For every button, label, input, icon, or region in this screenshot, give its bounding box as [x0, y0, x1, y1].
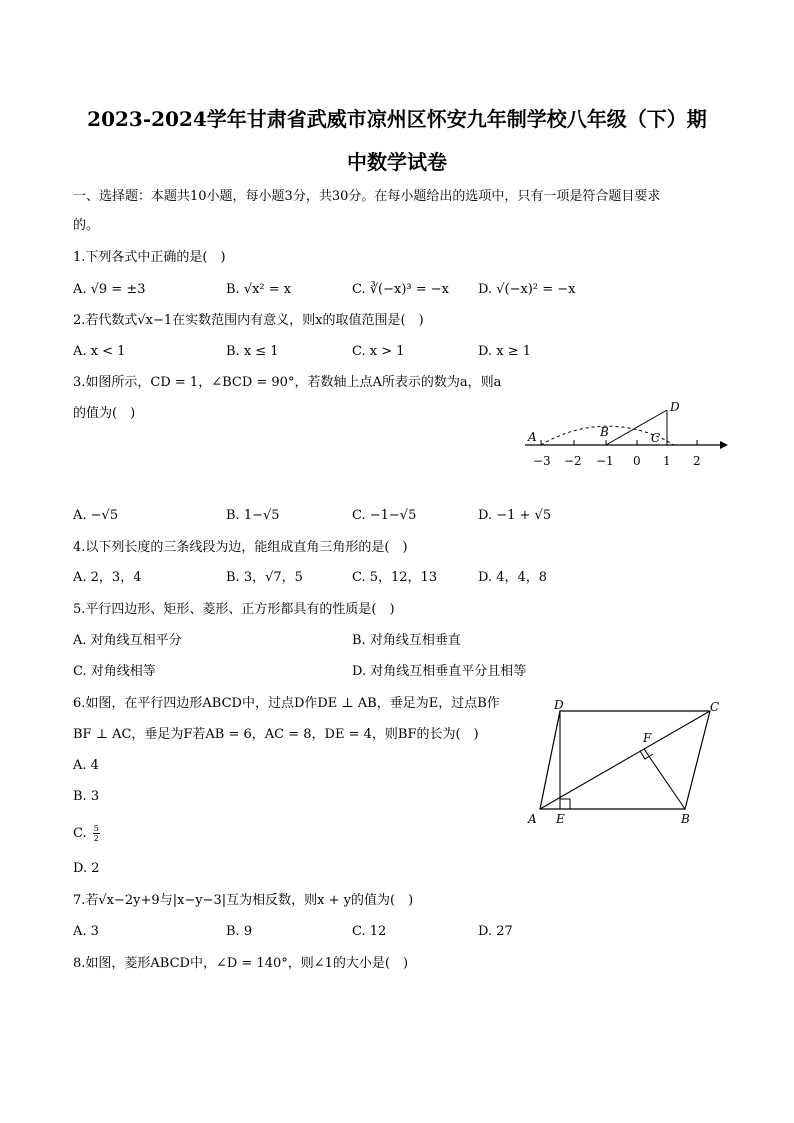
point-label-c: C — [651, 431, 661, 445]
point-label-f: F — [643, 731, 652, 745]
question-2-option-d: D. x ≥ 1 — [478, 344, 531, 359]
question-7-option-c: C. 12 — [352, 924, 387, 939]
question-4-option-a: A. 2，3，4 — [73, 570, 142, 585]
diagonal-ac — [540, 711, 710, 809]
point-label-a: A — [528, 430, 537, 444]
question-6-option-d: D. 2 — [73, 861, 100, 876]
tick-label: 0 — [633, 454, 641, 468]
question-1-option-b: B. √x² = x — [226, 282, 292, 297]
question-5-option-b: B. 对角线互相垂直 — [352, 633, 461, 648]
question-4-option-d: D. 4，4，8 — [478, 570, 548, 585]
fraction — [93, 824, 100, 843]
question-6-option-a: A. 4 — [73, 758, 99, 773]
question-3-option-b: B. 1−√5 — [226, 508, 280, 523]
fraction-numerator: 5 — [93, 824, 99, 833]
question-4-option-c: C. 5，12，13 — [352, 570, 438, 585]
question-3-option-c: C. −1−√5 — [352, 508, 417, 523]
point-label-e: E — [556, 812, 565, 826]
question-5-stem: 5.平行四边形、矩形、菱形、正方形都具有的性质是( ) — [73, 602, 395, 617]
question-3-number-line-figure — [520, 370, 730, 470]
question-6-stem: 6.如图，在平行四边形ABCD中，过点D作DE ⊥ AB，垂足为E，过点B作 — [73, 696, 500, 711]
point-label-c: C — [710, 700, 720, 714]
question-5-option-a: A. 对角线互相平分 — [73, 633, 182, 648]
point-label-a: A — [528, 812, 537, 826]
question-1-stem: 1.下列各式中正确的是( ) — [73, 250, 226, 265]
point-label-b: B — [681, 812, 690, 826]
question-4-stem: 4.以下列长度的三条线段为边，能组成直角三角形的是( ) — [73, 540, 408, 555]
point-label-b: B — [600, 425, 609, 439]
question-2-stem: 2.若代数式√x−1在实数范围内有意义，则x的取值范围是( ) — [73, 313, 424, 328]
question-6-option-c — [73, 824, 100, 843]
tick-label: 1 — [663, 454, 671, 468]
question-7-stem: 7.若√x−2y+9与|x−y−3|互为相反数，则x + y的值为( ) — [73, 893, 414, 908]
question-6-option-b: B. 3 — [73, 789, 100, 804]
question-3-stem: 3.如图所示，CD = 1，∠BCD = 90°，若数轴上点A所表示的数为a，则a — [73, 375, 502, 390]
question-3-option-a: A. −√5 — [73, 508, 119, 523]
question-1-option-d: D. √(−x)² = −x — [478, 282, 576, 297]
question-8-stem: 8.如图，菱形ABCD中，∠D = 140°，则∠1的大小是( ) — [73, 956, 409, 971]
question-5-option-d: D. 对角线互相垂直平分且相等 — [352, 664, 527, 679]
question-7-option-a: A. 3 — [73, 924, 99, 939]
question-1-option-a: A. √9 = ±3 — [73, 282, 146, 297]
segment-bf — [644, 749, 685, 809]
question-3-stem-line2: 的值为( ) — [73, 406, 136, 421]
question-3-option-d: D. −1 + √5 — [478, 508, 552, 523]
question-4-option-b: B. 3，√7，5 — [226, 570, 303, 585]
question-7-option-b: B. 9 — [226, 924, 253, 939]
axis-arrow — [720, 441, 728, 449]
section-intro-line1: 一、选择题：本题共10小题，每小题3分，共30分。在每小题给出的选项中，只有一项是符合题目要求 — [73, 189, 661, 204]
section-intro-line2: 的。 — [73, 218, 100, 233]
exam-title-line2: 中数学试卷 — [347, 150, 447, 174]
option-letter: C. — [73, 826, 87, 841]
question-2-option-b: B. x ≤ 1 — [226, 344, 279, 359]
point-label-d: D — [670, 400, 680, 414]
question-7-option-d: D. 27 — [478, 924, 513, 939]
right-angle-mark-e — [560, 799, 570, 809]
question-1-option-c: C. ∛(−x)³ = −x — [352, 282, 449, 297]
exam-title-line1: 2023-2024学年甘肃省武威市凉州区怀安九年制学校八年级（下）期 — [87, 107, 707, 131]
tick-label: −1 — [596, 454, 614, 468]
question-2-option-a: A. x < 1 — [73, 344, 126, 359]
question-6-stem-line2: BF ⊥ AC，垂足为F若AB = 6，AC = 8，DE = 4，则BF的长为( ) — [73, 727, 479, 742]
fraction-denominator: 2 — [93, 834, 99, 843]
point-label-d: D — [554, 698, 564, 712]
tick-label: 2 — [693, 454, 701, 468]
tick-label: −2 — [564, 454, 582, 468]
tick-label: −3 — [533, 454, 551, 468]
question-5-option-c: C. 对角线相等 — [73, 664, 156, 679]
question-6-parallelogram-figure — [525, 695, 725, 830]
question-2-option-c: C. x > 1 — [352, 344, 405, 359]
